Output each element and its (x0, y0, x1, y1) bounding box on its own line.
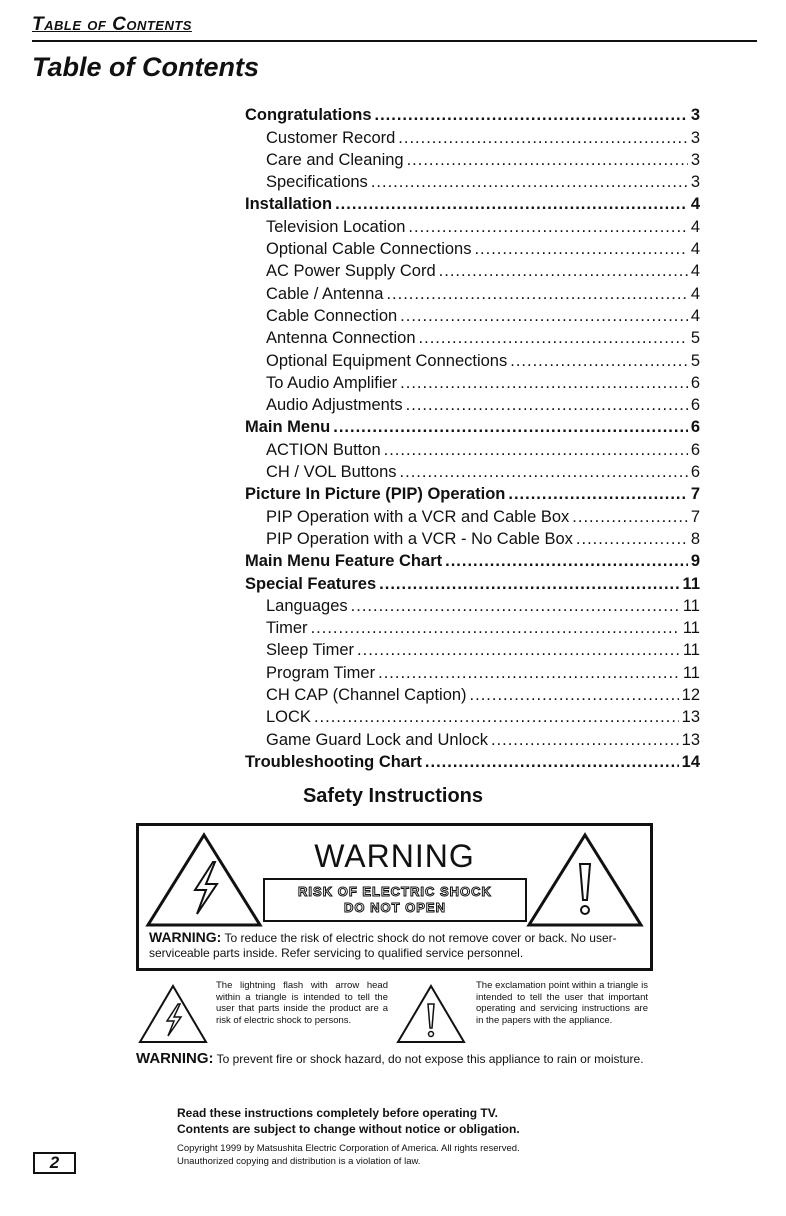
warning-text (149, 930, 644, 961)
toc-leader-dots (375, 106, 688, 125)
toc-entry (245, 549, 700, 571)
toc-entry-label: PIP Operation with a VCR - No Cable Box (266, 529, 573, 548)
toc-leader-dots (425, 753, 679, 772)
toc-entry-page: 3 (690, 128, 700, 147)
toc-leader-dots (408, 218, 687, 237)
toc-entry (245, 571, 700, 593)
toc-entry (245, 415, 700, 437)
toc-entry-label: Optional Equipment Connections (266, 351, 508, 370)
running-header (32, 12, 757, 42)
toc-entry (245, 482, 700, 504)
toc-entry-label: PIP Operation with a VCR and Cable Box (266, 507, 570, 526)
warning2-body: To prevent fire or shock hazard, do not expose this appliance to rain or moisture. (216, 1052, 644, 1066)
toc-entry-label: Cable Connection (266, 306, 398, 325)
toc-entry-page: 6 (690, 373, 700, 392)
toc-entry-label: AC Power Supply Cord (266, 262, 436, 281)
toc-entry-page: 12 (681, 686, 700, 705)
toc-entry (245, 460, 700, 482)
toc-entry (245, 594, 700, 616)
toc-entry (245, 393, 700, 415)
toc-entry-label: Main Menu (245, 418, 331, 437)
toc-leader-dots (371, 173, 688, 192)
toc-entry-label: Languages (266, 596, 348, 615)
toc-entry-label: LOCK (266, 708, 311, 727)
copyright-notice (177, 1143, 520, 1168)
toc-entry (245, 504, 700, 526)
toc-entry (245, 281, 700, 303)
toc-entry (245, 259, 700, 281)
toc-leader-dots (333, 418, 688, 437)
toc-leader-dots (351, 597, 680, 616)
toc-leader-dots (439, 262, 688, 281)
toc-entry-page: 11 (682, 596, 700, 615)
toc-entry-label: To Audio Amplifier (266, 373, 398, 392)
lightning-symbol-description: The lightning flash with arrow head within a triangle is intended to tell the user that parts inside the product are a risk of electric shock to persons. (216, 980, 388, 1026)
toc-entry-page: 8 (690, 529, 700, 548)
toc-leader-dots (406, 396, 688, 415)
toc-entry (245, 304, 700, 326)
toc-entry (245, 638, 700, 660)
toc-entry (245, 616, 700, 638)
toc-entry-label: Picture In Picture (PIP) Operation (245, 485, 506, 504)
toc-entry-label: Customer Record (266, 128, 396, 147)
exclamation-symbol-icon (396, 984, 466, 1044)
toc-leader-dots (510, 352, 688, 371)
toc-entry (245, 192, 700, 214)
toc-entry-label: Installation (245, 195, 333, 214)
page-number: 2 (33, 1152, 76, 1174)
page-title: Table of Contents (32, 52, 259, 82)
toc-leader-dots (384, 441, 688, 460)
toc-leader-dots (398, 129, 688, 148)
copyright-line-2: Unauthorized copying and distribution is a violation of law. (177, 1155, 421, 1167)
toc-leader-dots (491, 731, 679, 750)
read-line-2: Contents are subject to change without notice or obligation. (177, 1122, 520, 1136)
toc-entry-page: 4 (690, 195, 700, 214)
toc-leader-dots (576, 530, 688, 549)
toc-entry-label: Optional Cable Connections (266, 240, 472, 259)
warning2-label: WARNING: (136, 1050, 214, 1067)
toc-entry-label: Television Location (266, 217, 406, 236)
toc-leader-dots (335, 195, 688, 214)
toc-entry-page: 7 (690, 485, 700, 504)
toc-entry (245, 170, 700, 192)
table-of-contents (245, 103, 700, 772)
toc-entry-label: Cable / Antenna (266, 284, 384, 303)
toc-leader-dots (445, 552, 688, 571)
toc-entry-label: Audio Adjustments (266, 396, 403, 415)
toc-entry (245, 348, 700, 370)
toc-leader-dots (378, 664, 680, 683)
toc-entry-label: ACTION Button (266, 440, 381, 459)
risk-of-shock-label (263, 878, 527, 922)
running-header-title: Table of Contents (32, 14, 192, 35)
read-line-1: Read these instructions completely before operating TV. (177, 1106, 498, 1120)
safety-instructions-title: Safety Instructions (302, 785, 484, 807)
toc-entry-page: 4 (690, 217, 700, 236)
toc-entry (245, 125, 700, 147)
toc-entry-page: 4 (690, 306, 700, 325)
toc-leader-dots (572, 508, 688, 527)
read-instructions-notice (177, 1105, 520, 1137)
toc-entry-page: 6 (690, 418, 700, 437)
warning-heading: WARNING (314, 838, 475, 874)
toc-entry-page: 11 (682, 641, 700, 660)
toc-leader-dots (508, 485, 687, 504)
toc-entry-page: 6 (690, 396, 700, 415)
toc-entry-page: 3 (690, 150, 700, 169)
toc-entry-label: CH / VOL Buttons (266, 463, 397, 482)
risk-line-1: RISK OF ELECTRIC SHOCK (298, 884, 492, 899)
toc-entry-page: 4 (690, 262, 700, 281)
toc-entry-page: 7 (690, 507, 700, 526)
toc-entry-page: 13 (681, 730, 700, 749)
toc-entry-page: 13 (681, 708, 700, 727)
toc-entry (245, 326, 700, 348)
toc-entry-label: Troubleshooting Chart (245, 752, 422, 771)
toc-entry-page: 4 (690, 284, 700, 303)
toc-entry (245, 750, 700, 772)
toc-entry-page: 11 (682, 619, 700, 638)
toc-leader-dots (400, 374, 688, 393)
toc-entry-page: 3 (690, 173, 700, 192)
toc-entry (245, 705, 700, 727)
toc-leader-dots (400, 463, 688, 482)
toc-entry-page: 5 (690, 329, 700, 348)
toc-entry-label: Special Features (245, 574, 377, 593)
toc-entry (245, 103, 700, 125)
toc-entry-label: Sleep Timer (266, 641, 355, 660)
risk-line-2: DO NOT OPEN (343, 900, 446, 915)
toc-entry-label: Antenna Connection (266, 329, 416, 348)
warning-label: WARNING: (149, 929, 222, 945)
toc-entry-label: Specifications (266, 173, 368, 192)
toc-entry (245, 683, 700, 705)
toc-entry-page: 11 (682, 574, 700, 593)
toc-entry-page: 5 (690, 351, 700, 370)
toc-leader-dots (386, 285, 687, 304)
toc-entry (245, 437, 700, 459)
toc-entry-label: Care and Cleaning (266, 150, 404, 169)
toc-leader-dots (357, 641, 680, 660)
warning-body: To reduce the risk of electric shock do not remove cover or back. No user-serviceable parts inside. Refer servicing to qualified service personnel. (149, 931, 617, 960)
toc-entry-page: 11 (682, 663, 700, 682)
fire-shock-warning (136, 1050, 656, 1067)
toc-entry-page: 14 (681, 752, 700, 771)
toc-leader-dots (400, 307, 688, 326)
toc-entry-label: Main Menu Feature Chart (245, 552, 443, 571)
toc-entry (245, 660, 700, 682)
toc-entry (245, 237, 700, 259)
toc-entry (245, 214, 700, 236)
toc-entry-page: 6 (690, 440, 700, 459)
lightning-symbol-icon (138, 984, 208, 1044)
toc-entry-label: Timer (266, 619, 308, 638)
toc-entry (245, 148, 700, 170)
toc-entry-page: 3 (690, 106, 700, 125)
toc-entry (245, 727, 700, 749)
toc-leader-dots (470, 686, 679, 705)
toc-leader-dots (314, 708, 679, 727)
copyright-line-1: Copyright 1999 by Matsushita Electric Corporation of America. All rights reserved. (177, 1143, 520, 1154)
toc-leader-dots (407, 151, 688, 170)
toc-leader-dots (311, 619, 680, 638)
toc-leader-dots (379, 575, 679, 594)
toc-entry-label: CH CAP (Channel Caption) (266, 686, 467, 705)
toc-entry-page: 9 (690, 552, 700, 571)
toc-entry (245, 371, 700, 393)
toc-entry-page: 6 (690, 463, 700, 482)
warning-box (136, 823, 653, 971)
exclamation-triangle-icon (526, 832, 644, 928)
toc-entry (245, 527, 700, 549)
symbol-explanations (138, 978, 658, 1052)
exclamation-symbol-description: The exclamation point within a triangle is intended to tell the user that important operating and servicing instructions are in the papers with the appliance. (476, 980, 648, 1026)
toc-entry-label: Game Guard Lock and Unlock (266, 730, 488, 749)
toc-entry-page: 4 (690, 240, 700, 259)
toc-leader-dots (419, 329, 688, 348)
toc-leader-dots (474, 240, 687, 259)
toc-entry-label: Program Timer (266, 663, 376, 682)
toc-entry-label: Congratulations (245, 106, 372, 125)
